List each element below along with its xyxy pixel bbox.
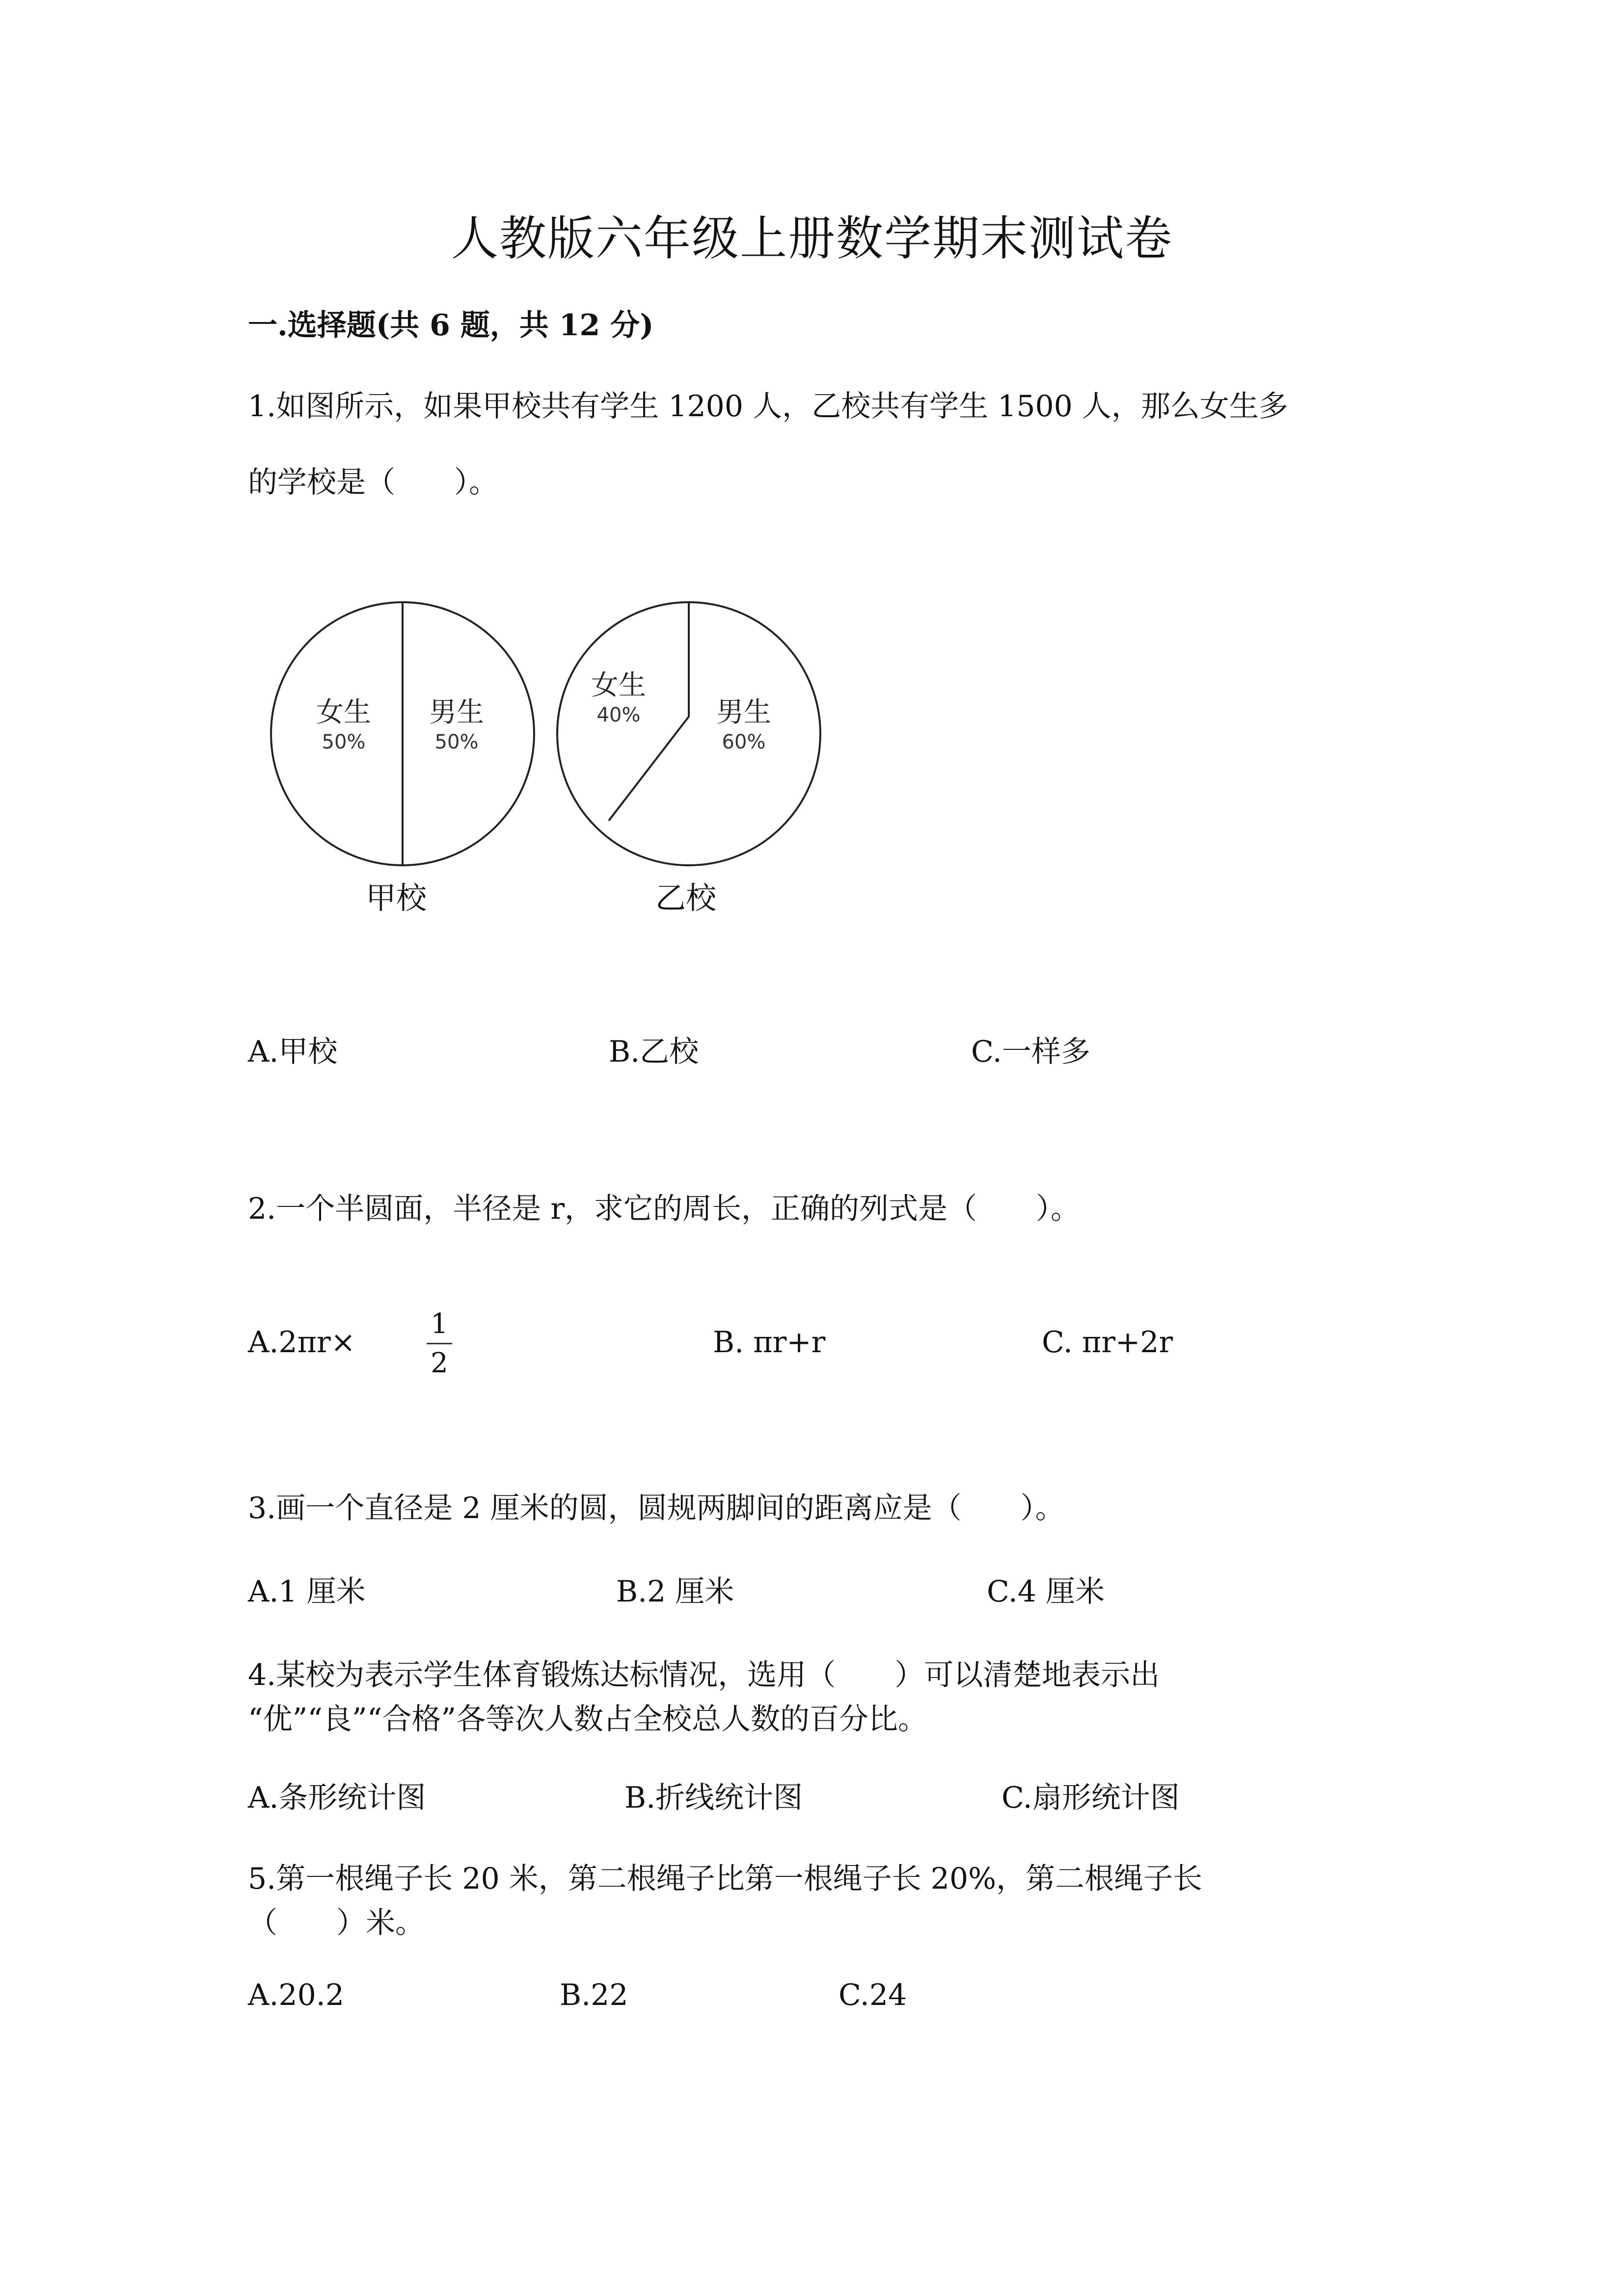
q5-option-a[interactable]: A.20.2 (248, 1978, 344, 2012)
fraction-denominator: 2 (431, 1347, 448, 1379)
slice-label-yi-girls: 女生 (591, 669, 646, 701)
question-4-line-1: 4.某校为表示学生体育锻炼达标情况，选用（ ）可以清楚地表示出 (248, 1658, 1160, 1692)
q5-option-b[interactable]: B.22 (560, 1978, 628, 2012)
q2-option-c[interactable]: C. πr+2r (1042, 1325, 1173, 1360)
q4-option-c[interactable]: C.扇形统计图 (1001, 1781, 1180, 1815)
question-1-line-1: 1.如图所示，如果甲校共有学生 1200 人，乙校共有学生 1500 人，那么女生多 (248, 389, 1288, 424)
slice-pct-yi-boys: 60% (722, 731, 766, 753)
q4-option-b[interactable]: B.折线统计图 (624, 1781, 803, 1815)
question-5-line-1: 5.第一根绳子长 20 米，第二根绳子比第一根绳子长 20%，第二根绳子长 (248, 1862, 1203, 1896)
fraction-numerator: 1 (431, 1308, 448, 1340)
question-4-line-2: “优”“良”“合格”各等次人数占全校总人数的百分比。 (248, 1702, 928, 1736)
question-3-line-1: 3.画一个直径是 2 厘米的圆，圆规两脚间的距离应是（ ）。 (248, 1491, 1065, 1525)
pie-chart-yi (557, 602, 820, 865)
figure-label-yi: 乙校 (655, 880, 717, 916)
q3-option-a[interactable]: A.1 厘米 (248, 1575, 366, 1609)
q5-option-c[interactable]: C.24 (839, 1978, 907, 2012)
slice-label-yi-boys: 男生 (716, 696, 771, 728)
question-2-line-1: 2.一个半圆面，半径是 r，求它的周长，正确的列式是（ ）。 (248, 1192, 1080, 1226)
figure-label-jia: 甲校 (366, 880, 427, 916)
page-title: 人教版六年级上册数学期末测试卷 (451, 211, 1173, 266)
q4-option-a[interactable]: A.条形统计图 (248, 1781, 426, 1815)
q3-option-b[interactable]: B.2 厘米 (616, 1575, 734, 1609)
slice-pct-jia-boys: 50% (434, 731, 479, 753)
section-heading: 一.选择题(共 6 题，共 12 分) (248, 308, 654, 343)
q2-option-b[interactable]: B. πr+r (713, 1325, 826, 1360)
slice-label-jia-girls: 女生 (316, 696, 371, 728)
fraction-bar (427, 1343, 452, 1344)
q3-option-c[interactable]: C.4 厘米 (987, 1575, 1105, 1609)
q1-option-b[interactable]: B.乙校 (609, 1035, 699, 1069)
q1-option-c[interactable]: C.一样多 (971, 1035, 1090, 1069)
question-5-line-2: （ ）米。 (248, 1906, 425, 1940)
pie-figure (265, 574, 854, 928)
q1-option-a[interactable]: A.甲校 (248, 1035, 338, 1069)
q2-option-a[interactable]: A.2πr× (248, 1325, 355, 1360)
slice-pct-yi-girls: 40% (596, 704, 641, 726)
pie-chart-jia (271, 602, 534, 865)
fraction-one-half (425, 1308, 454, 1379)
slice-pct-jia-girls: 50% (322, 731, 366, 753)
question-1-line-2: 的学校是（ ）。 (248, 465, 498, 500)
slice-label-jia-boys: 男生 (429, 696, 484, 728)
